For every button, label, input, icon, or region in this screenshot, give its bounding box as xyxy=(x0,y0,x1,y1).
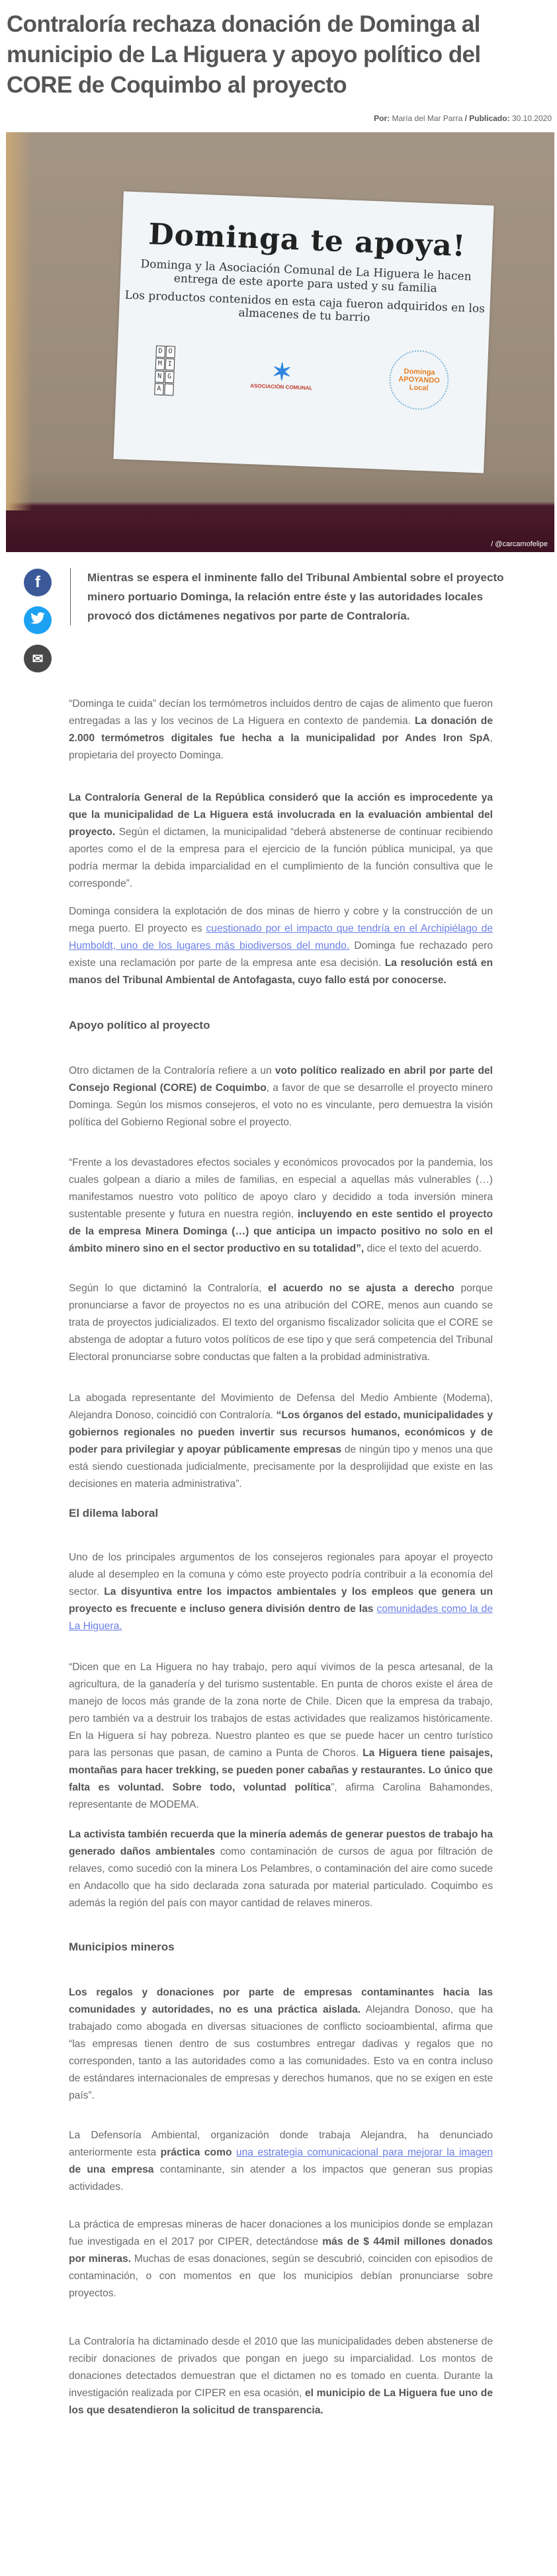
text-segment: “Frente a los devastadores efectos sociales y económicos provocados por la pandemia, los cuales golpean a diario a miles de familias, en especial a aquellas más vulnerables (…) manifestamos nuestro voto político de apoyo claro y decidido a toda inversión minera sustentable presente y futura en nuestra región, xyxy=(69,1157,493,1220)
byline-separator: / xyxy=(464,114,467,123)
text-segment: La Contraloría ha dictaminado desde el 2010 que las municipalidades deben abstenerse de recibir donaciones de privados que pongan en juego su imparcialidad. Los montos de donaciones detectados demuestran que el dictamen no es tomado en cuenta. Durante la investigación realizada por CIPER en esa ocasión, xyxy=(69,2336,493,2399)
article-title: Contraloría rechaza donación de Dominga al municipio de La Higuera y apoyo político del CORE de Coquimbo al proyecto xyxy=(7,11,481,98)
article-paragraph xyxy=(69,2333,493,2419)
sign-title: Dominga te apoya! xyxy=(148,217,467,264)
dominga-logo xyxy=(154,345,175,395)
text-segment: Dominga considera la explotación de dos minas de hierro y cobre y la construcción de un mega puerto. El proyecto es xyxy=(69,906,493,934)
text-segment: Dominga fue rechazado pero existe una reclamación por parte de la empresa ante esa decisión. xyxy=(69,940,493,969)
article-paragraph xyxy=(69,696,493,764)
article-body xyxy=(69,696,493,2419)
sign-logos xyxy=(116,339,488,412)
section-heading: Municipios mineros xyxy=(69,1941,175,1953)
byline xyxy=(374,114,552,123)
article-paragraph xyxy=(69,1659,493,1814)
bold-text: La Contraloría General de la República consideró que la acción es improcedente ya que la municipalidad de La Higuera está involucrada en la evaluación ambiental del proyecto. xyxy=(69,792,493,838)
inline-link[interactable]: comunidades como la de La Higuera. xyxy=(69,1603,493,1632)
sign-line-1: Dominga y la Asociación Comunal de La Higuera le hacen entrega de este aporte para usted y su familia xyxy=(140,257,472,296)
share-facebook-button[interactable] xyxy=(24,569,52,596)
bold-text: de una empresa xyxy=(69,2164,154,2175)
text-segment: como contaminación de cursos de agua por filtración de relaves, como sucedió con la minera Los Pelambres, o contaminación del aire como sucede en Andacollo que ha sido declarada zona saturada por material particulado. Coquimbo es además la región del país con mayor cantidad de relaves mineros. xyxy=(69,1846,493,1909)
star-icon: ✶ xyxy=(271,357,293,385)
text-segment: , a favor de que se desarrolle el proyecto minero Dominga. Según los mismos consejeros, el voto no es vinculante, pero demuestra la visión política del Gobierno Regional sobre el proyecto. xyxy=(69,1082,493,1128)
facebook-icon: f xyxy=(35,573,40,591)
article-paragraph xyxy=(69,789,493,893)
article-lead: Mientras se espera el inminente fallo del Tribunal Ambiental sobre el proyecto minero portuario Dominga, la relación entre éste y las autoridades locales provocó dos dictámenes negativos por parte de Contraloría. xyxy=(70,568,520,625)
dominga-logo-letter: M xyxy=(155,358,165,370)
share-twitter-button[interactable] xyxy=(24,606,52,634)
article-paragraph xyxy=(69,1390,493,1493)
section-heading: Apoyo político al proyecto xyxy=(69,1019,210,1031)
email-icon: ✉ xyxy=(32,651,44,666)
apoyando-local-logo xyxy=(388,349,450,411)
bold-text: el acuerdo no se ajusta a derecho xyxy=(268,1283,454,1294)
photo-edge xyxy=(6,132,32,510)
section-heading: El dilema laboral xyxy=(69,1507,159,1519)
article-paragraph xyxy=(69,1549,493,1635)
dominga-logo-letter: O xyxy=(165,346,175,358)
article-paragraph xyxy=(69,903,493,989)
local-logo-line: Dominga xyxy=(404,367,435,377)
text-segment: Otro dictamen de la Contraloría refiere a un xyxy=(69,1065,275,1076)
text-segment: porque pronunciarse a favor de proyectos no es una atribución del CORE, menos aun cuando se trata de proyectos judicializados. El texto del organismo fiscalizador solicita que el CORE se abstenga de adoptar a futuro votos políticos de ese tipo y que será competencia del Tribunal Electoral pronunciarse sobre conductas que falten a la probidad administrativa. xyxy=(69,1283,493,1363)
local-logo-line: Local xyxy=(409,383,429,393)
text-segment: ”, afirma Carolina Bahamondes, representante de MODEMA. xyxy=(69,1782,493,1810)
inline-link[interactable]: cuestionado por el impacto que tendría en el Archipiélago de Humboldt, uno de los lugares más biodiversos del mundo. xyxy=(69,923,493,951)
bold-text: La Higuera tiene paisajes, montañas para hacer trekking, se pueden poner cabañas y restaurantes. Lo único que falta es voluntad. Sobre todo, voluntad política xyxy=(69,1748,493,1793)
local-logo-line: APOYANDO xyxy=(398,375,441,385)
bold-text: incluyendo en este sentido el proyecto de la empresa Minera Dominga (…) que anticipa un impacto positivo no solo en el ámbito minero sino en el sector productivo en su totalidad”, xyxy=(69,1209,493,1254)
twitter-icon xyxy=(30,612,45,628)
byline-author: María del Mar Parra xyxy=(392,114,463,123)
bold-text: La donación de 2.000 termómetros digitales fue hecha a la municipalidad por Andes Iron SpA xyxy=(69,715,493,744)
asociacion-comunal-logo xyxy=(250,358,314,391)
bold-text: “Los órganos del estado, municipalidades y gobiernos regionales no pueden invertir sus recursos humanos, económicos y de poder para privilegiar y apoyar públicamente empresas xyxy=(69,1410,493,1455)
text-segment: Según el dictamen, la municipalidad “deberá abstenerse de continuar recibiendo aportes como el de la empresa para el ejercicio de la función pública municipal, ya que podría mermar la debida imparcialidad en el cumplimiento de la función consultiva que le corresponde”. xyxy=(69,826,493,889)
text-segment: La práctica de empresas mineras de hacer donaciones a los municipios donde se emplazan fue investigada en el 2017 por CIPER, detectándose xyxy=(69,2219,493,2247)
article-paragraph xyxy=(69,1063,493,1131)
article-paragraph xyxy=(69,1280,493,1366)
photo-credit: / @carcamofelipe xyxy=(491,540,548,548)
sign-line-2: Los productos contenidos en esta caja fueron adquiridos en los almacenes de tu barrio xyxy=(124,288,486,325)
text-segment: de ningún tipo y menos una que está siendo cuestionada judicialmente, precisamente por la desprolijidad que existe en las decisiones en materia administrativa”. xyxy=(69,1444,493,1490)
text-segment: Según lo que dictaminó la Contraloría, xyxy=(69,1283,268,1294)
bold-text: Los regalos y donaciones por parte de empresas contaminantes hacia las comunidades y autoridades, no es una práctica aislada. xyxy=(69,1987,493,2015)
bold-text: más de $ 44mil millones donados por mineras. xyxy=(69,2236,493,2265)
text-segment: Alejandra Donoso, que ha trabajado como abogada en diversas situaciones de conflicto socioambiental, afirma que “las empresas tienen dentro de sus costumbres entregar dadivas y regalos que no corresponden, tanto a las autoridades como a las comunidades. Esto va en contra incluso de estándares internacionales de empresas y derechos humanos, que no se exigen en este país”. xyxy=(69,2004,493,2101)
text-segment: , propietaria del proyecto Dominga. xyxy=(69,733,493,761)
share-email-button[interactable] xyxy=(24,645,52,672)
article-paragraph xyxy=(69,1826,493,1912)
bold-text: práctica como xyxy=(160,2147,236,2158)
dominga-logo-letter: D xyxy=(155,345,165,358)
text-segment: contaminante, sin atender a los impactos que generan sus propias actividades. xyxy=(69,2164,493,2193)
bold-text: La activista también recuerda que la minería además de generar puestos de trabajo ha generado daños ambientales xyxy=(69,1829,493,1857)
article-paragraph xyxy=(69,1984,493,2105)
bold-text: La resolución está en manos del Tribunal Ambiental de Antofagasta, cuyo fallo está por conocerse. xyxy=(69,957,493,986)
article-paragraph xyxy=(69,2216,493,2302)
dominga-logo-letter: I xyxy=(165,358,175,371)
byline-by-label: Por: xyxy=(374,114,390,123)
donation-box-sign xyxy=(113,191,493,473)
byline-date: 30.10.2020 xyxy=(511,114,552,123)
byline-published-label: Publicado: xyxy=(469,114,510,123)
article-paragraph xyxy=(69,2127,493,2196)
dominga-logo-letter: G xyxy=(165,370,175,383)
bold-text: el municipio de La Higuera fue uno de los que desatendieron la solicitud de transparencia. xyxy=(69,2388,493,2416)
article-paragraph xyxy=(69,1154,493,1258)
dominga-logo-letter: A xyxy=(154,383,164,395)
dominga-logo-letter xyxy=(164,383,174,395)
text-segment: “Dicen que en La Higuera no hay trabajo, pero aquí vivimos de la pesca artesanal, de la agricultura, de la ganadería y del turismo sustentable. En punta de choros existe el área de manejo de locos más grande de la zona norte de Chile. Dicen que la empresa da trabajo, pero también va a destruir los trabajos de estas actividades que realizamos históricamente. En la Higuera sí hay pobreza. Nuestro planteo es que se puede hacer un centro turístico para las personas que pasan, de camino a Punta de Choros. xyxy=(69,1662,493,1759)
inline-link[interactable]: una estrategia comunicacional para mejorar la imagen xyxy=(236,2147,493,2158)
text-segment: La abogada representante del Movimiento de Defensa del Medio Ambiente (Modema), Alejandra Donoso, coincidió con Contraloría. xyxy=(69,1392,493,1421)
asociacion-logo-text: ASOCIACIÓN COMUNAL xyxy=(250,382,313,391)
text-segment: La Defensoría Ambiental, organización donde trabaja Alejandra, ha denunciado anteriormente esta xyxy=(69,2130,493,2158)
bold-text: La disyuntiva entre los impactos ambientales y los empleos que genera un proyecto es frecuente e incluso genera división dentro de las xyxy=(69,1586,493,1615)
text-segment: Muchas de esas donaciones, según se descubrió, coinciden con episodios de contaminación, o con momentos en que los municipios debían pronunciarse sobre proyectos. xyxy=(69,2253,493,2299)
bold-text: voto político realizado en abril por parte del Consejo Regional (CORE) de Coquimbo xyxy=(69,1065,493,1094)
text-segment: dice el texto del acuerdo. xyxy=(364,1243,482,1254)
hero-photo xyxy=(6,132,554,552)
dominga-logo-letter: N xyxy=(155,370,165,383)
text-segment: Uno de los principales argumentos de los consejeros regionales para apoyar el proyecto alude al desempleo en la comuna y cómo este proyecto podría contribuir a la economía del sector. xyxy=(69,1552,493,1597)
text-segment: “Dominga te cuida” decían los termómetros incluidos dentro de cajas de alimento que fueron entregadas a las y los vecinos de La Higuera en contexto de pandemia. xyxy=(69,698,493,727)
